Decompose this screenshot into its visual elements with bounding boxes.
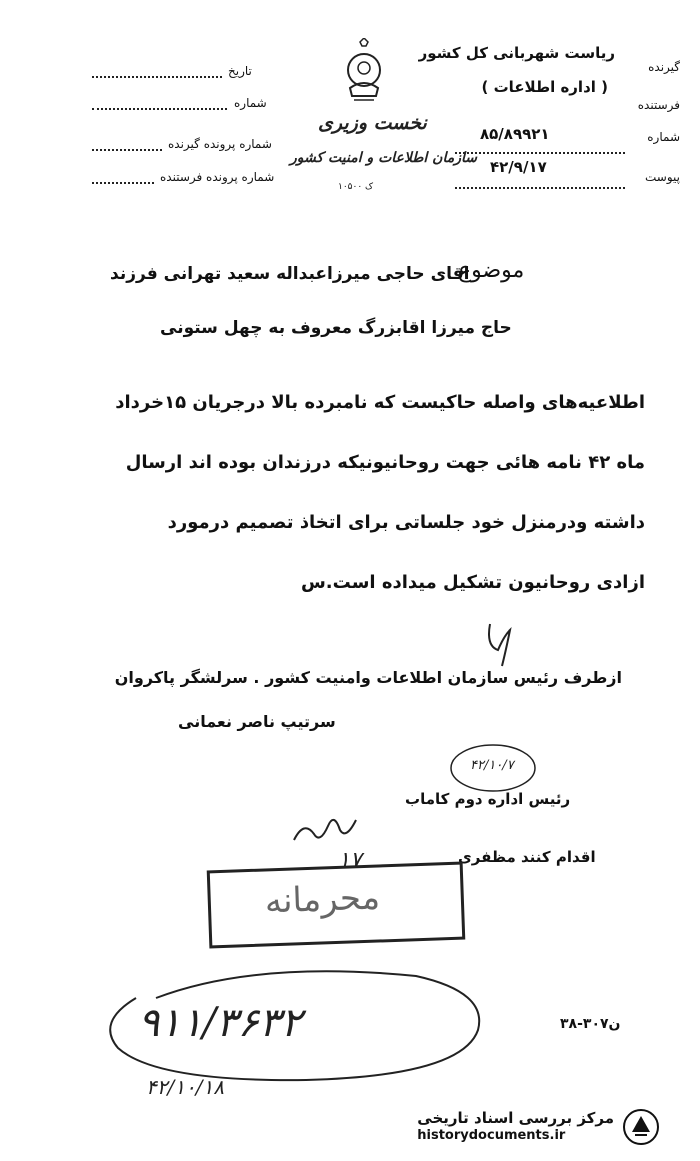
body-line-4: ازادی روحانیون تشکیل میداده است.س	[300, 572, 645, 593]
watermark-text	[417, 1109, 614, 1145]
date-label: تاریخ	[228, 64, 252, 78]
number-dotted-line	[455, 152, 625, 154]
archive-emblem-icon	[622, 1108, 660, 1146]
handwritten-check-mark	[480, 620, 520, 670]
sender-value: ( اداره اطلاعات )	[481, 78, 608, 96]
date-annotation: ۴۲/۱۰/۷	[470, 758, 514, 773]
date-dotted-line	[92, 76, 222, 78]
body-line-1: اطلاعیه‌های واصله حاکیست که نامبرده بالا درجریان ۱۵خرداد	[115, 392, 645, 413]
attachment-value: ۴۲/۹/۱۷	[490, 158, 547, 176]
watermark-url: historydocuments.ir	[417, 1128, 566, 1143]
left-number-dotted-line	[92, 108, 227, 110]
bottom-handwritten-date: ۴۲/۱۰/۱۸	[146, 1075, 224, 1099]
file-number: ۹۱۱/۳۶۳۲	[138, 1000, 302, 1046]
annotation-line-2: اقدام کنند مظفری	[458, 848, 596, 866]
sender-label: فرستنده	[637, 98, 680, 112]
attachment-label: پیوست	[645, 170, 680, 184]
body-line-2: ماه ۴۲ نامه هائی جهت روحانیونیکه درزندان بوده اند ارسال	[125, 452, 645, 473]
lion-and-sun-emblem	[340, 38, 388, 108]
watermark-title: مرکز بررسی اسناد تاریخی	[417, 1109, 614, 1127]
left-number-label: شماره	[234, 96, 267, 110]
annotation-line-1: رئیس اداره دوم کاماب	[405, 790, 571, 808]
confidential-stamp	[207, 862, 466, 949]
recipient-label: گیرنده	[648, 60, 680, 74]
signature-line-2: سرتیپ ناصر نعمانی	[178, 712, 336, 731]
stamp-number: ۱۷	[338, 848, 362, 873]
organization-name: سازمان اطلاعات و امنیت کشور	[290, 150, 477, 166]
recipient-value: ریاست شهربانی کل کشور	[418, 44, 615, 62]
subject-line-1: اقای حاجی میرزاعبداله سعید تهرانی فرزند	[110, 264, 470, 284]
body-line-3: داشته ودرمنزل خود جلساتی برای اتخاذ تصمیم درمورد	[167, 512, 645, 533]
subject-label: موضوع	[458, 258, 525, 283]
recipient-file-dotted-line	[92, 149, 162, 151]
sender-file-label: شماره پرونده فرستنده	[160, 170, 275, 184]
subject-line-2: حاج میرزا اقابزرگ معروف به چهل ستونی	[160, 318, 512, 338]
sender-file-dotted-line	[92, 182, 154, 184]
signature-line-1: ازطرف رئیس سازمان اطلاعات وامنیت کشور . سرلشگر پاکروان	[114, 668, 622, 687]
watermark-logo	[417, 1108, 660, 1146]
handwritten-signature	[290, 800, 370, 855]
number-label: شماره	[647, 130, 680, 144]
header-code: ک ۱۰۵۰۰	[338, 182, 374, 192]
confidential-stamp-text: محرمانه	[264, 877, 381, 922]
recipient-file-label: شماره پرونده گیرنده	[168, 137, 272, 151]
reference-number: ۳۸-۳۰۷ن	[560, 1016, 621, 1032]
attachment-dotted-line	[455, 187, 625, 189]
number-value: ۸۵/۸۹۹۲۱	[480, 125, 550, 143]
ministry-name: نخست وزیری	[318, 112, 427, 134]
